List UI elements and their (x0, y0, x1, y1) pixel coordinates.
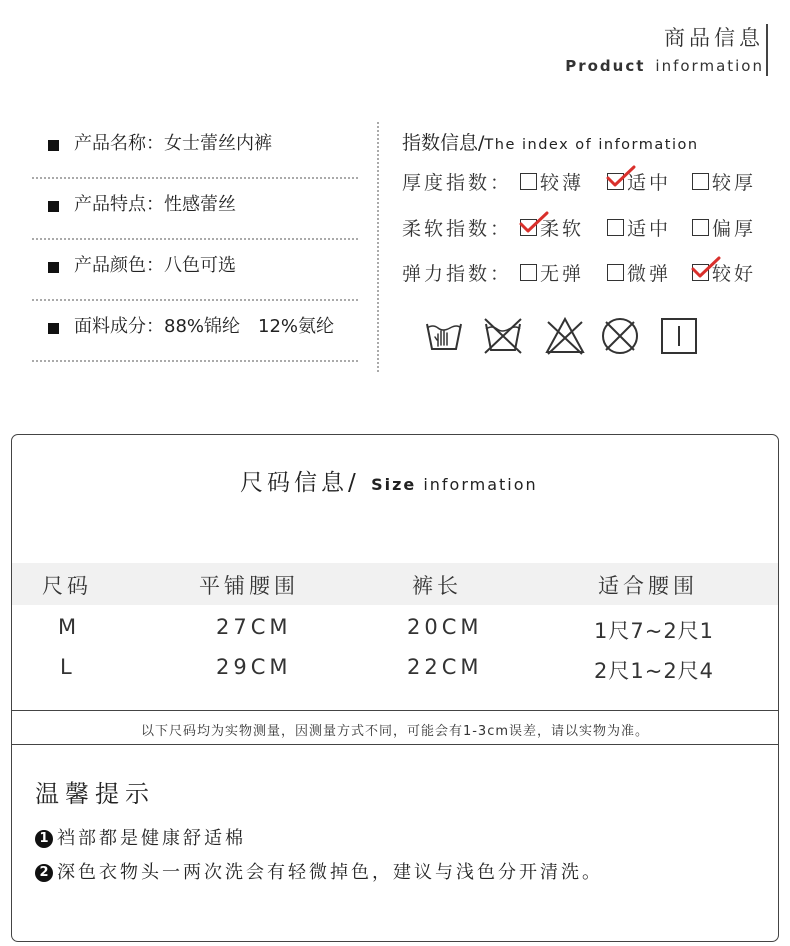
option-soft (520, 214, 584, 241)
size-cell: 2尺1~2尺4 (594, 659, 715, 683)
size-title (240, 464, 538, 497)
index-title-en: The index of information (484, 137, 699, 153)
no-tumble-dry-icon (599, 316, 641, 356)
option-label: 适中 (627, 218, 672, 240)
option-label: 柔软 (540, 218, 585, 240)
option-label: 无弹 (540, 263, 585, 285)
property-label: 产品特点：性感蕾丝 (74, 194, 236, 215)
option-thick (692, 214, 756, 241)
option-label: 较厚 (712, 172, 757, 194)
index-title (402, 128, 699, 155)
check-mark-icon (519, 210, 549, 236)
index-row-label: 柔软指数： (402, 218, 513, 240)
tip-text: 深色衣物头一两次洗会有轻微掉色，建议与浅色分开清洗。 (57, 862, 603, 883)
bullet-square-icon (48, 323, 59, 334)
header-sub-rest: information (655, 57, 764, 75)
index-row-thickness (402, 168, 757, 195)
index-row-softness (402, 214, 757, 241)
property-row (32, 240, 358, 301)
header-size: 尺码 (42, 574, 92, 598)
checkbox (692, 173, 709, 190)
checkbox-checked (692, 264, 709, 281)
option-label: 微弹 (627, 263, 672, 285)
vertical-divider (377, 122, 379, 372)
checkbox (607, 219, 624, 236)
index-row-label: 弹力指数： (402, 263, 513, 285)
checkbox-checked (607, 173, 624, 190)
tip-item (35, 858, 603, 884)
checkbox (520, 264, 537, 281)
option-thick (692, 168, 756, 195)
size-cell: 22CM (407, 655, 483, 679)
checkbox (520, 173, 537, 190)
checkbox-checked (520, 219, 537, 236)
option-medium (607, 168, 671, 195)
index-row-elasticity (402, 259, 757, 286)
property-row (32, 118, 358, 179)
number-badge-icon: 2 (35, 864, 53, 882)
size-title-cn: 尺码信息/ (240, 470, 360, 496)
no-bleach-icon (544, 316, 586, 356)
check-mark-icon (606, 164, 636, 190)
option-no-stretch (520, 259, 584, 286)
option-slight-stretch (607, 259, 671, 286)
header-flat-waist: 平铺腰围 (199, 574, 299, 598)
option-good-stretch (692, 259, 756, 286)
header-subtitle (565, 57, 764, 75)
size-cell: 29CM (216, 655, 292, 679)
bullet-square-icon (48, 262, 59, 273)
tips-title: 温馨提示 (35, 780, 155, 808)
size-cell: M (58, 615, 81, 639)
hand-wash-icon (424, 316, 464, 356)
option-label: 适中 (627, 172, 672, 194)
product-properties (32, 118, 358, 362)
size-cell: 27CM (216, 615, 292, 639)
checkbox (692, 219, 709, 236)
index-row-label: 厚度指数： (402, 172, 513, 194)
header-sub-bold: Product (565, 57, 646, 75)
header-length: 裤长 (412, 574, 462, 598)
no-wash-icon (482, 316, 524, 356)
property-label: 产品名称：女士蕾丝内裤 (74, 133, 272, 154)
bullet-square-icon (48, 140, 59, 151)
tip-text: 裆部都是健康舒适棉 (57, 828, 246, 849)
option-thin (520, 168, 584, 195)
number-badge-icon: 1 (35, 830, 53, 848)
property-label: 面料成分：88%锦纶 12%氨纶 (74, 316, 335, 337)
size-title-en-rest: information (423, 475, 538, 494)
size-cell: 20CM (407, 615, 483, 639)
index-title-cn: 指数信息/ (402, 132, 485, 154)
check-mark-icon (691, 255, 721, 281)
bullet-square-icon (48, 201, 59, 212)
divider (12, 744, 778, 745)
option-medium (607, 214, 671, 241)
size-cell: L (60, 655, 76, 679)
property-label: 产品颜色：八色可选 (74, 255, 236, 276)
header-title: 商品信息 (664, 26, 764, 50)
option-label: 偏厚 (712, 218, 757, 240)
header-accent-bar (766, 24, 768, 76)
line-dry-icon (660, 316, 698, 356)
size-title-en (371, 475, 538, 494)
size-title-en-bold: Size (371, 475, 417, 494)
option-label: 较薄 (540, 172, 585, 194)
option-label: 较好 (712, 263, 757, 285)
property-row (32, 179, 358, 240)
header-fit-waist: 适合腰围 (598, 574, 698, 598)
size-note: 以下尺码均为实物测量，因测量方式不同，可能会有1-3cm误差，请以实物为准。 (140, 724, 650, 739)
tip-item (35, 824, 246, 850)
checkbox (607, 264, 624, 281)
property-row (32, 301, 358, 362)
size-cell: 1尺7~2尺1 (594, 619, 715, 643)
divider (12, 710, 778, 711)
